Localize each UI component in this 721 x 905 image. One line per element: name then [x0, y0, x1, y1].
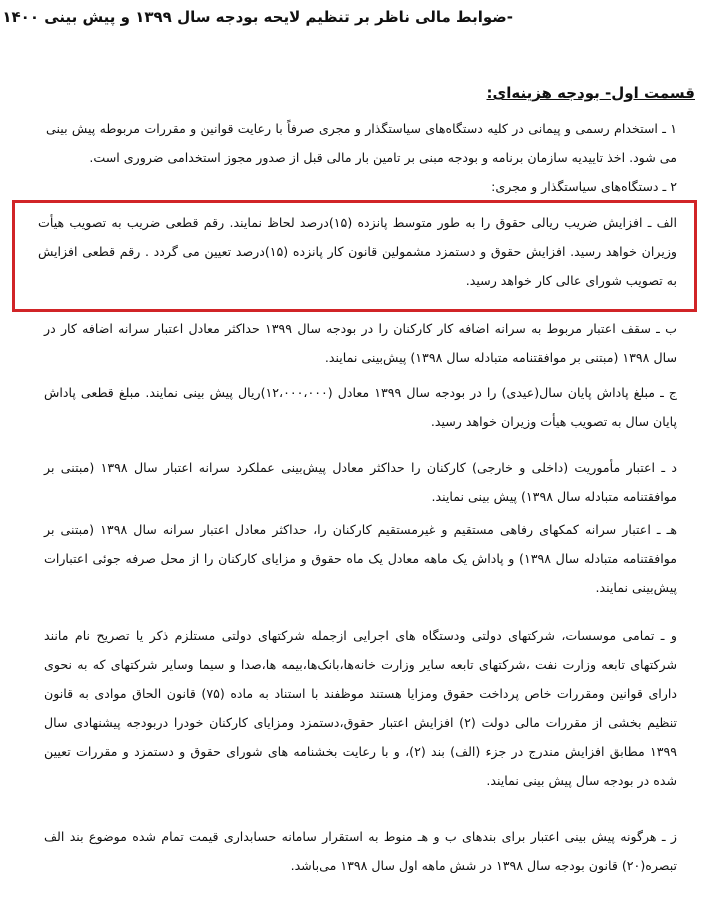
- paragraph-dal: د ـ اعتبار مأموریت (داخلی و خارجی) کارکنان را حداکثر معادل پیش‌بینی عملکرد سرانه اعتبار سال ۱۳۹۸ (مبتنی بر موافقتنامه متبادله سال ۱۳۹۸) پیش بینی نمایند.: [44, 460, 677, 504]
- paragraph-be: ب ـ سقف اعتبار مربوط به سرانه اضافه کار کارکنان را در بودجه سال ۱۳۹۹ حداکثر معادل اعتبار سرانه اضافه کار در سال ۱۳۹۸ (مبتنی بر موافقتنامه متبادله سال ۱۳۹۸) پیش‌بینی نمایند.: [44, 321, 677, 365]
- paragraph-vav: و ـ تمامی موسسات، شرکتهای دولتی ودستگاه های اجرایی ازجمله شرکتهای دولتی مستلزم ذکر یا تصریح نام مانند شرکتهای تابعه وزارت نفت ،شرکتهای تابعه سایر وزارت خانه‌ها،بانک‌ها،بیمه ها،صدا و سیما وسایر شرکتهای که به نحوی دارای قوانین ومقررات خاص پرداخت حقوق ومزایا هستند موظفند با استناد به ماده (۷۵) قانون الحاق موادی به قانون تنظیم بخشی از مقررات مالی دولت (۲) افزایش اعتبار حقوق،دستمزد ومزایای کارکنان خودرا دربودجه پیشنهادی سال ۱۳۹۹ مطابق افزایش مندرج در جزء (الف) بند (۲)، و با رعایت بخشنامه های شورای حقوق و دستمزد و مقررات تعیین شده در بودجه سال پیش بینی نمایند.: [44, 628, 678, 788]
- paragraph-1: ۱ ـ استخدام رسمی و پیمانی در کلیه دستگاه‌های سیاستگذار و مجری صرفاً با رعایت قوانین و مقررات مربوطه پیش بینی می شود. اخذ تاییدیه سازمان برنامه و بودجه مبنی بر تامین بار مالی قبل از صدور مجوز استخدامی ضروری است.: [46, 121, 677, 165]
- paragraph-2: ۲ ـ دستگاه‌های سیاستگذار و مجری:: [491, 179, 677, 194]
- section-heading: قسمت اول- بودجه هزینه‌ای:: [486, 84, 695, 102]
- document-title: -ضوابط مالی ناظر بر تنظیم لایحه بودجه سال ۱۳۹۹ و پیش بینی ۱۴۰۰: [2, 8, 513, 26]
- paragraph-he: هـ ـ اعتبار سرانه کمکهای رفاهی مستقیم و غیرمستقیم کارکنان را، حداکثر معادل اعتبار سرانه سال ۱۳۹۸ (مبتنی بر موافقتنامه متبادله سال ۱۳۹۸) و پاداش یک ماهه معادل یک ماه حقوق و مزایای کارکنان را از محل صرفه جوئی اعتبارات پیش‌بینی نمایند.: [44, 522, 677, 595]
- paragraph-alef: الف ـ افزایش ضریب ریالی حقوق را به طور متوسط پانزده (۱۵)درصد لحاظ نمایند. رقم قطعی ضریب به تصویب هیأت وزیران خواهد رسید. افزایش حقوق و دستمزد مشمولین قانون کار پانزده (۱۵)درصد تعیین می گردد . رقم قطعی افزایش به تصویب شورای عالی کار خواهد رسید.: [38, 215, 677, 288]
- paragraph-jim: ج ـ مبلغ پاداش پایان سال(عیدی) را در بودجه سال ۱۳۹۹ معادل (۱۲،۰۰۰،۰۰۰)ریال پیش بینی نمایند. مبلغ قطعی پاداش پایان سال به تصویب هیأت وزیران خواهد رسید.: [44, 385, 677, 429]
- paragraph-ze: ز ـ هرگونه پیش بینی اعتبار برای بندهای ب و هـ منوط به استقرار سامانه حسابداری قیمت تمام شده موضوع بند الف تبصره(۲۰) قانون بودجه سال ۱۳۹۸ در شش ماهه اول سال ۱۳۹۸ می‌باشد.: [44, 829, 677, 873]
- highlight-box: [12, 200, 697, 312]
